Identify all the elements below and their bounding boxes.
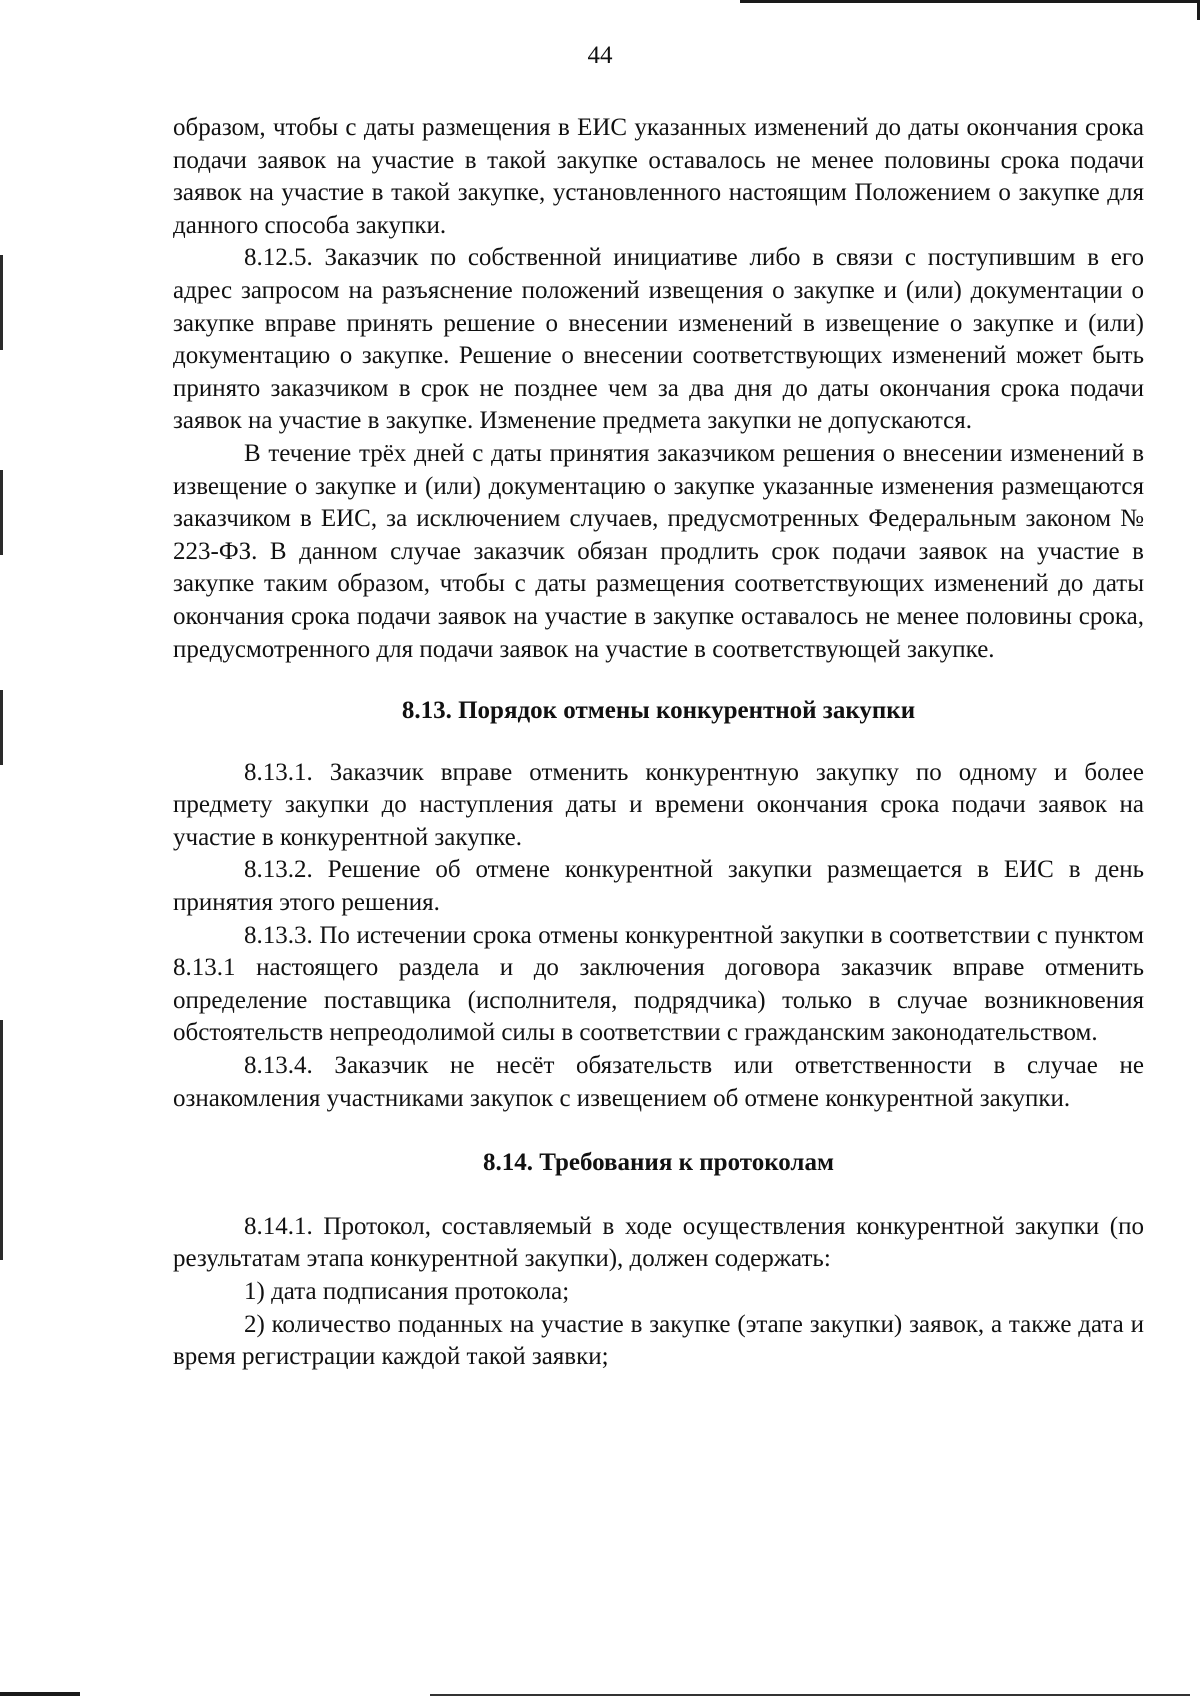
paragraph-8-13-3: 8.13.3. По истечении срока отмены конкурентной закупки в соответствии с пунктом 8.13.1 настоящего раздела и до заключения договора заказчик вправе отменить определение поставщика (исполнителя, подрядчика) только в случае возникновения обстоятельств непреодолимой силы в соответствии с гражданским законодательством.: [173, 921, 1144, 1047]
scan-artifact-left-bar: [0, 470, 3, 555]
scan-artifact-bottom-left-line: [0, 1692, 80, 1696]
paragraph-8-13-1: 8.13.1. Заказчик вправе отменить конкурентную закупку по одному и более предмету закупки до наступления даты и времени окончания срока подачи заявок на участие в конкурентной закупке.: [173, 758, 1144, 851]
paragraph-8-12-5: 8.12.5. Заказчик по собственной инициативе либо в связи с поступившим в его адрес запросом на разъяснение положений извещения о закупке и (или) документации о закупке вправе принять решение о внесении изменений в извещение о закупке и (или) документацию о закупке. Решение о внесении соответствующих изменений может быть принято заказчиком в срок не позднее чем за два дня до даты окончания срока подачи заявок на участие в закупке. Изменение предмета закупки не допускаются.: [173, 244, 1144, 435]
list-item-1: 1) дата подписания протокола;: [244, 1278, 570, 1305]
section-heading-8-14: 8.14. Требования к протоколам: [483, 1149, 834, 1177]
scan-artifact-left-bar: [0, 690, 3, 765]
paragraph-continuation: образом, чтобы с даты размещения в ЕИС указанных изменений до даты окончания срока подачи заявок на участие в такой закупке оставалось не менее половины срока подачи заявок на участие в такой закупке, установленного настоящим Положением о закупке для данного способа закупки.: [173, 114, 1144, 239]
section-heading-8-13: 8.13. Порядок отмены конкурентной закупки: [401, 697, 916, 725]
document-body: [173, 112, 1144, 1374]
paragraph-8-13-4: 8.13.4. Заказчик не несёт обязательств или ответственности в случае не ознакомления участниками закупок с извещением об отмене конкурентной закупки.: [173, 1052, 1144, 1112]
paragraph-changes-publication: В течение трёх дней с даты принятия заказчиком решения о внесении изменений в извещение о закупке и (или) документацию о закупке указанные изменения размещаются заказчиком в ЕИС, за исключением случаев, предусмотренных Федеральным законом № 223-ФЗ. В данном случае заказчик обязан продлить срок подачи заявок на участие в закупке таким образом, чтобы с даты размещения соответствующих изменений до даты окончания срока подачи заявок на участие в закупке оставалось не менее половины срока, предусмотренного для подачи заявок на участие в соответствующей закупке.: [173, 439, 1144, 663]
scan-artifact-left-bar: [0, 1020, 3, 1260]
scan-artifact-left-bar: [0, 255, 3, 350]
scan-artifact-top-line: [740, 0, 1200, 3]
paragraph-8-14-1: 8.14.1. Протокол, составляемый в ходе осуществления конкурентной закупки (по результатам этапа конкурентной закупки), должен содержать:: [173, 1212, 1144, 1273]
list-item-2: 2) количество поданных на участие в закупке (этапе закупки) заявок, а также дата и время регистрации каждой такой заявки;: [173, 1310, 1144, 1371]
page-number: 44: [587, 42, 613, 69]
paragraph-8-13-2: 8.13.2. Решение об отмене конкурентной закупки размещается в ЕИС в день принятия этого решения.: [173, 856, 1144, 917]
